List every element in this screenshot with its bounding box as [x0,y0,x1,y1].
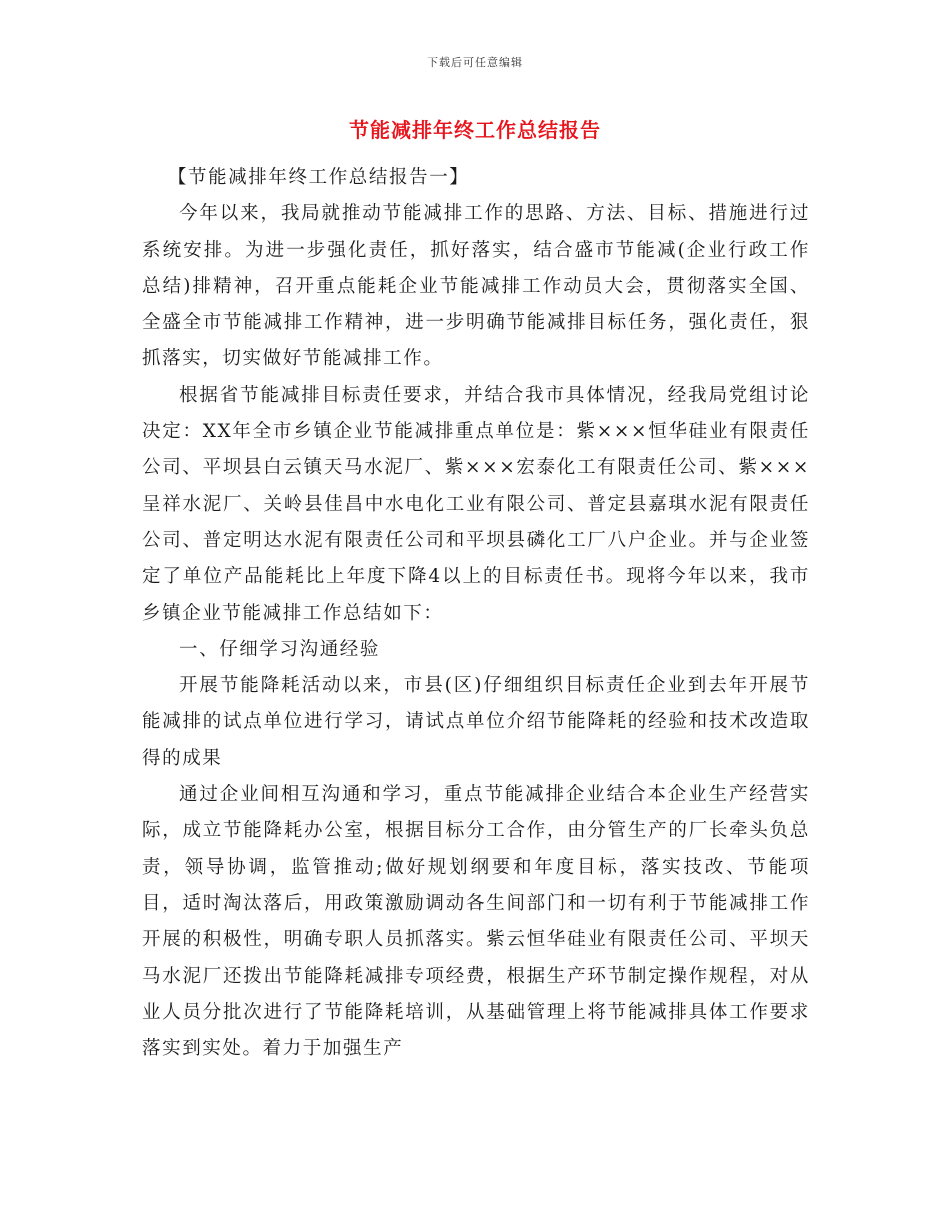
paragraph-2: 根据省节能减排目标责任要求，并结合我市具体情况，经我局党组讨论决定：XX年全市乡镇企业节能减排重点单位是：紫×××恒华硅业有限责任公司、平坝县白云镇天马水泥厂、紫×××宏泰化工有限责任公司、紫×××呈祥水泥厂、关岭县佳昌中水电化工业有限公司、普定县嘉琪水泥有限责任公司、普定明达水泥有限责任公司和平坝县磷化工厂八户企业。并与企业签定了单位产品能耗比上年度下降4以上的目标责任书。现将今年以来，我市乡镇企业节能减排工作总结如下： [142,384,810,624]
document-title: 节能减排年终工作总结报告 [349,118,601,142]
subheading-1: 一、仔细学习沟通经验 [179,638,381,660]
paragraph-4: 通过企业间相互沟通和学习，重点节能减排企业结合本企业生产经营实际，成立节能降耗办公室，根据目标分工合作，由分管生产的厂长牵头负总责，领导协调，监管推动;做好规划纲要和年度目标，落实技改、节能项目，适时淘汰落后，用政策激励调动各生间部门和一切有利于节能减排工作开展的积极性，明确专职人员抓落实。紫云恒华硅业有限责任公司、平坝天马水泥厂还拨出节能降耗减排专项经费，根据生产环节制定操作规程，对从业人员分批次进行了节能降耗培训，从基础管理上将节能减排具体工作要求落实到实处。着力于加强生产 [142,784,810,1060]
section-heading: 【节能减排年终工作总结报告一】 [167,167,470,188]
paragraph-3: 开展节能降耗活动以来，市县(区)仔细组织目标责任企业到去年开展节能减排的试点单位进行学习，请试点单位介绍节能降耗的经验和技术改造取得的成果 [142,675,810,769]
document-body [142,160,810,1067]
page-header-note: 下载后可任意编辑 [427,56,523,69]
paragraph-1: 今年以来，我局就推动节能减排工作的思路、方法、目标、措施进行过系统安排。为进一步强化责任，抓好落实，结合盛市节能减(企业行政工作总结)排精神，召开重点能耗企业节能减排工作动员大会，贯彻落实全国、全盛全市节能减排工作精神，进一步明确节能减排目标任务，强化责任，狠抓落实，切实做好节能减排工作。 [142,203,810,370]
